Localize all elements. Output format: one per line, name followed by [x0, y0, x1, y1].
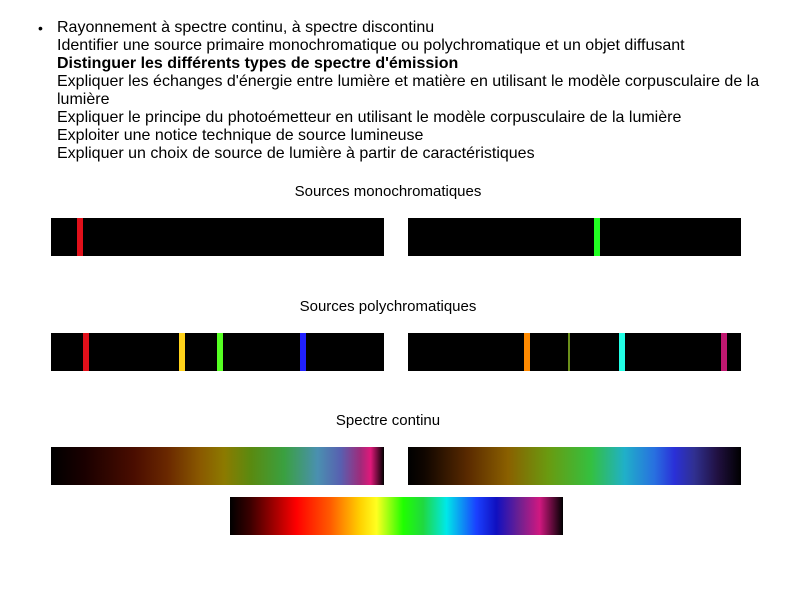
emission-line-green — [217, 333, 223, 371]
emission-line-red — [83, 333, 89, 371]
objective-item: Identifier une source primaire monochromatique ou polychromatique et un objet diffusant — [57, 37, 685, 54]
continuous-spectrum-full — [230, 497, 563, 535]
bullet-icon: • — [38, 20, 43, 36]
mono-spectrum-left — [51, 218, 384, 256]
poly-section-title: Sources polychromatiques — [299, 298, 477, 315]
objectives-list — [38, 19, 778, 163]
objective-item: Exploiter une notice technique de source lumineuse — [57, 127, 424, 144]
mono-spectrum-right — [408, 218, 741, 256]
objectives-lines — [57, 19, 778, 163]
continuous-spectrum-left — [51, 447, 384, 485]
emission-line-blue — [300, 333, 306, 371]
emission-line-olive — [568, 333, 570, 371]
emission-line-red — [77, 218, 83, 256]
emission-line-green — [594, 218, 600, 256]
objective-item: Rayonnement à spectre continu, à spectre discontinu — [57, 19, 435, 36]
mono-section-title: Sources monochromatiques — [294, 183, 482, 200]
continuous-spectrum-right — [408, 447, 741, 485]
emission-line-yellow — [179, 333, 185, 371]
continu-section-title: Spectre continu — [335, 412, 441, 429]
objective-item: Expliquer les échanges d'énergie entre lumière et matière en utilisant le modèle corpusculaire de la lumière — [57, 73, 760, 108]
emission-line-orange — [524, 333, 530, 371]
objective-item-highlighted: Distinguer les différents types de spectre d'émission — [57, 55, 459, 72]
emission-line-cyan — [619, 333, 625, 371]
objective-item: Expliquer le principe du photoémetteur en utilisant le modèle corpusculaire de la lumière — [57, 109, 682, 126]
poly-spectrum-right — [408, 333, 741, 371]
emission-line-magenta — [721, 333, 727, 371]
poly-spectrum-left — [51, 333, 384, 371]
objective-item: Expliquer un choix de source de lumière à partir de caractéristiques — [57, 145, 535, 162]
